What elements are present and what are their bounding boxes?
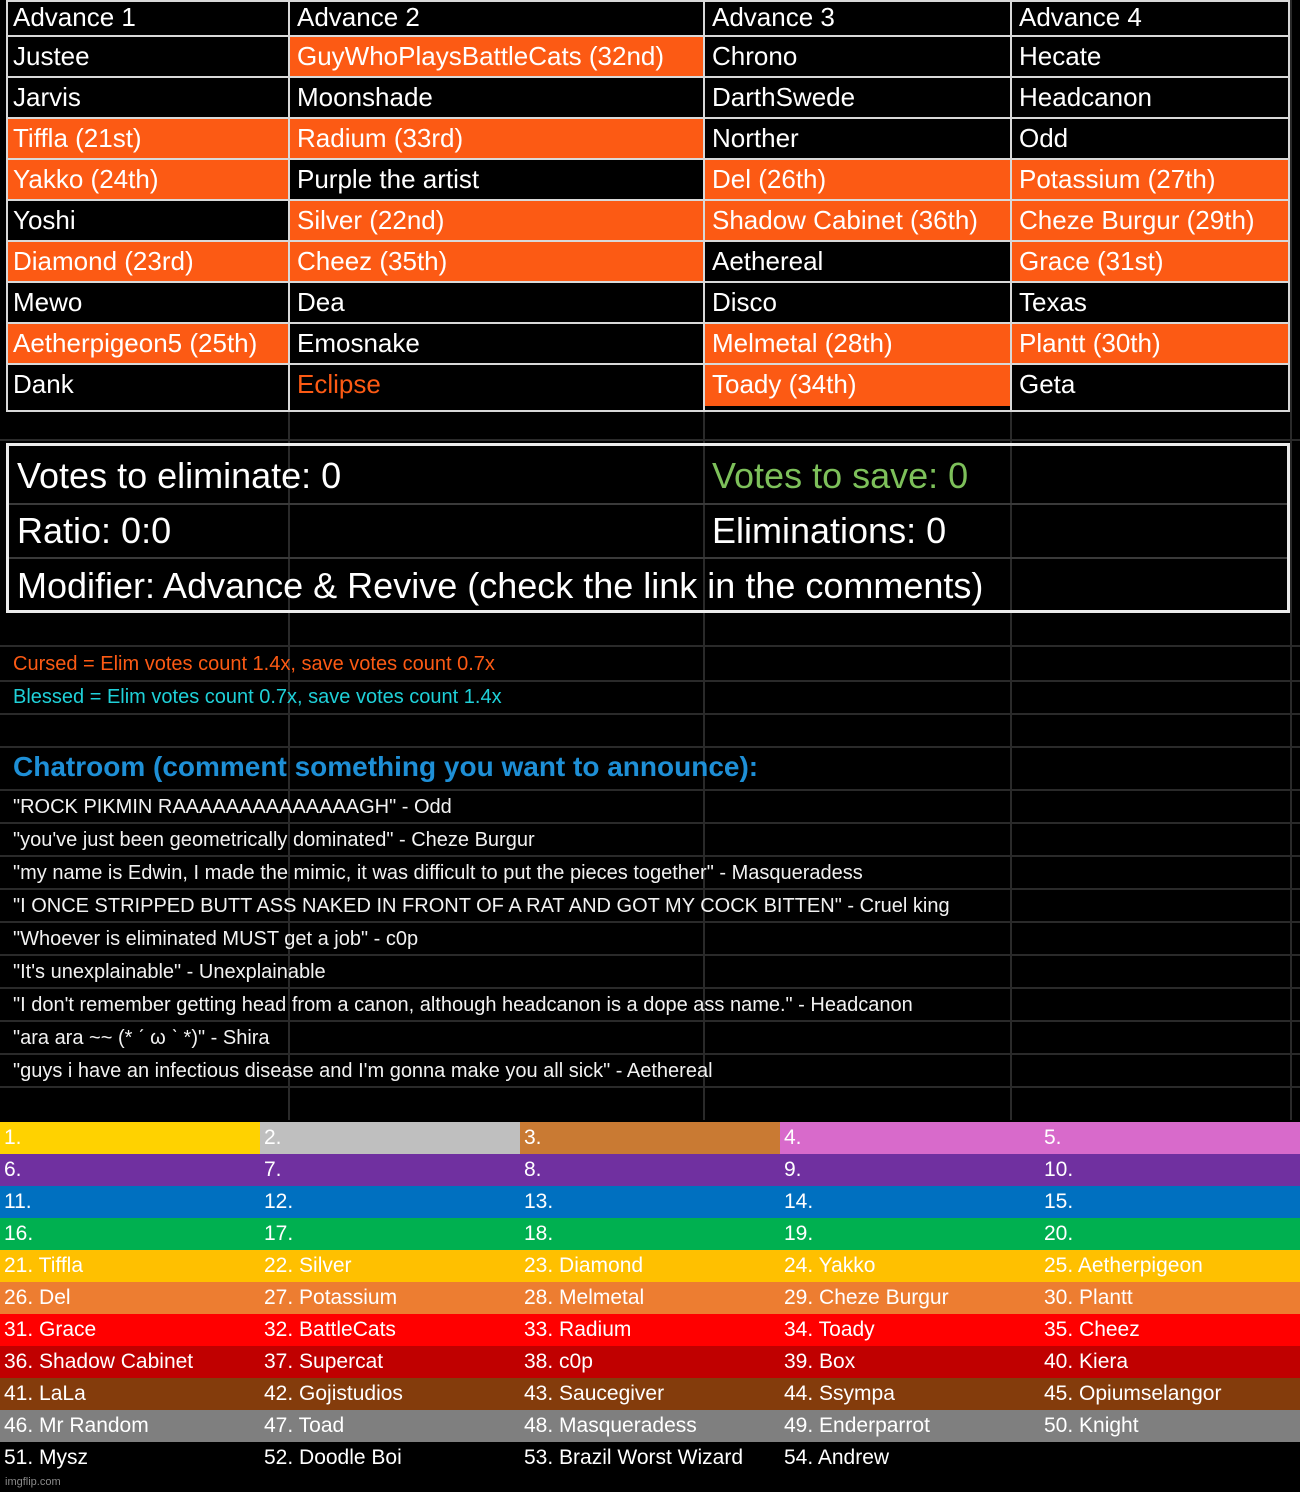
rank-cell[interactable]: 1. <box>0 1122 260 1154</box>
modifier-text[interactable]: Modifier: Advance & Revive (check the link in the comments) <box>17 565 984 606</box>
rank-cell[interactable]: 52. Doodle Boi <box>264 1446 402 1469</box>
row-divider <box>9 503 1287 505</box>
rank-cell[interactable]: 30. Plantt <box>1044 1286 1133 1309</box>
grid-line <box>0 713 1300 715</box>
rank-cell[interactable]: 43. Saucegiver <box>524 1382 665 1405</box>
cursed-legend: Cursed = Elim votes count 1.4x, save votes count 0.7x <box>13 653 495 675</box>
contestant-cell[interactable]: DarthSwede <box>705 78 1010 119</box>
contestant-cell[interactable]: Melmetal (28th) <box>705 324 1010 365</box>
rank-cell[interactable]: 7. <box>264 1158 282 1181</box>
contestant-cell[interactable]: Texas <box>1012 283 1290 324</box>
rank-cell[interactable]: 8. <box>524 1158 542 1181</box>
contestant-cell[interactable]: Tiffla (21st) <box>6 119 289 160</box>
rank-cell[interactable]: 10. <box>1044 1158 1074 1181</box>
imgflip-watermark: imgflip.com <box>5 1476 61 1488</box>
ranking-row <box>0 1314 1300 1346</box>
advance-column-2 <box>290 0 703 412</box>
contestant-cell[interactable]: Cheze Burgur (29th) <box>1012 201 1290 242</box>
contestant-cell[interactable]: Diamond (23rd) <box>6 242 289 283</box>
rank-cell[interactable]: 31. Grace <box>4 1318 97 1341</box>
rank-cell[interactable]: 44. Ssympa <box>784 1382 895 1405</box>
rank-cell[interactable]: 15. <box>1044 1190 1074 1213</box>
contestant-cell[interactable]: Aetherpigeon5 (25th) <box>6 324 289 365</box>
grid-line <box>0 789 1300 791</box>
chat-message[interactable]: "my name is Edwin, I made the mimic, it was difficult to put the pieces together" - Masqueradess <box>13 862 863 884</box>
rank-cell[interactable]: 47. Toad <box>264 1414 345 1437</box>
contestant-cell[interactable]: Odd <box>1012 119 1290 160</box>
rank-cell[interactable]: 40. Kiera <box>1044 1350 1129 1373</box>
rank-cell[interactable] <box>1040 1442 1300 1474</box>
rank-cell[interactable]: 37. Supercat <box>264 1350 384 1373</box>
advance-column-3 <box>705 0 1010 412</box>
rank-cell[interactable]: 11. <box>4 1190 32 1213</box>
contestant-cell[interactable]: Disco <box>705 283 1010 324</box>
contestant-cell[interactable]: Purple the artist <box>290 160 703 201</box>
contestant-cell[interactable]: Radium (33rd) <box>290 119 703 160</box>
chat-message[interactable]: "ara ara ~~ (* ˊ ω ˋ *)" - Shira <box>13 1027 270 1049</box>
grid-line <box>0 746 1300 748</box>
rank-cell[interactable]: 20. <box>1044 1222 1074 1245</box>
chat-message[interactable]: "It's unexplainable" - Unexplainable <box>13 961 326 983</box>
rank-cell[interactable]: 46. Mr Random <box>4 1414 149 1437</box>
ranking-row <box>0 1250 1300 1282</box>
contestant-cell[interactable]: Chrono <box>705 37 1010 78</box>
chat-message[interactable]: "I don't remember getting head from a canon, although headcanon is a dope ass name." - Headcanon <box>13 994 913 1016</box>
contestant-cell[interactable]: Justee <box>6 37 289 78</box>
rank-cell[interactable]: 35. Cheez <box>1044 1318 1140 1341</box>
contestant-cell[interactable]: Hecate <box>1012 37 1290 78</box>
ranking-row <box>0 1282 1300 1314</box>
row-divider <box>9 557 1287 559</box>
chat-message[interactable]: "ROCK PIKMIN RAAAAAAAAAAAAAAGH" - Odd <box>13 796 452 818</box>
contestant-cell[interactable]: Jarvis <box>6 78 289 119</box>
grid-line <box>0 987 1300 989</box>
contestant-cell[interactable]: Dea <box>290 283 703 324</box>
grid-line <box>0 921 1300 923</box>
rank-cell[interactable]: 27. Potassium <box>264 1286 398 1309</box>
rank-cell[interactable]: 51. Mysz <box>4 1446 89 1469</box>
blessed-legend: Blessed = Elim votes count 0.7x, save votes count 1.4x <box>13 686 502 708</box>
contestant-cell[interactable]: Dank <box>13 369 74 399</box>
rank-cell[interactable]: 39. Box <box>784 1350 856 1373</box>
chat-message[interactable]: "guys i have an infectious disease and I'm gonna make you all sick" - Aethereal <box>13 1060 713 1082</box>
ranking-row <box>0 1154 1300 1186</box>
ranking-row <box>0 1346 1300 1378</box>
rank-cell[interactable]: 38. c0p <box>524 1350 593 1373</box>
chat-message[interactable]: "I ONCE STRIPPED BUTT ASS NAKED IN FRONT OF A RAT AND GOT MY COCK BITTEN" - Cruel king <box>13 895 950 917</box>
rank-cell[interactable]: 33. Radium <box>524 1318 632 1341</box>
rank-cell[interactable]: 26. Del <box>4 1286 71 1309</box>
ranking-row <box>0 1122 1300 1154</box>
ranking-row <box>0 1442 1300 1474</box>
rank-cell[interactable]: 29. Cheze Burgur <box>784 1286 949 1309</box>
ranking-row <box>0 1410 1300 1442</box>
rank-cell[interactable]: 3. <box>520 1122 780 1154</box>
contestant-cell[interactable]: Cheez (35th) <box>290 242 703 283</box>
rank-cell[interactable]: 21. Tiffla <box>4 1254 83 1277</box>
advance-table <box>6 0 1292 412</box>
rank-cell[interactable]: 32. BattleCats <box>264 1318 396 1341</box>
chat-message[interactable]: "Whoever is eliminated MUST get a job" - c0p <box>13 928 419 950</box>
rank-cell[interactable]: 34. Toady <box>784 1318 875 1341</box>
rank-cell[interactable]: 4. <box>780 1122 1040 1154</box>
contestant-cell[interactable]: Geta <box>1019 369 1076 399</box>
grid-line <box>0 954 1300 956</box>
grid-line <box>0 888 1300 890</box>
votes-to-save[interactable]: Votes to save: 0 <box>712 455 969 496</box>
grid-line <box>0 439 1300 441</box>
contestant-cell[interactable]: Norther <box>705 119 1010 160</box>
advance-header[interactable]: Advance 1 <box>6 0 289 37</box>
grid-line <box>0 645 1300 647</box>
contestant-cell[interactable]: Mewo <box>6 283 289 324</box>
chat-message[interactable]: "you've just been geometrically dominated" - Cheze Burgur <box>13 829 535 851</box>
rank-cell[interactable]: 2. <box>260 1122 520 1154</box>
votes-to-eliminate[interactable]: Votes to eliminate: 0 <box>17 455 342 496</box>
contestant-cell[interactable]: Eclipse <box>297 369 381 399</box>
contestant-cell[interactable]: Aethereal <box>705 242 1010 283</box>
rank-cell[interactable]: 19. <box>784 1222 814 1245</box>
rank-cell[interactable]: 50. Knight <box>1044 1414 1139 1437</box>
rank-cell[interactable]: 23. Diamond <box>524 1254 644 1277</box>
contestant-cell[interactable]: Emosnake <box>290 324 703 365</box>
rank-cell[interactable]: 24. Yakko <box>784 1254 876 1277</box>
rank-cell[interactable]: 25. Aetherpigeon <box>1044 1254 1203 1277</box>
rank-cell[interactable]: 36. Shadow Cabinet <box>4 1350 194 1373</box>
advance-header[interactable]: Advance 4 <box>1012 0 1290 37</box>
rank-cell[interactable]: 41. LaLa <box>4 1382 86 1405</box>
rank-cell[interactable]: 13. <box>524 1190 554 1213</box>
contestant-cell[interactable]: Plantt (30th) <box>1012 324 1290 365</box>
grid-line <box>0 822 1300 824</box>
rank-cell[interactable]: 17. <box>264 1222 294 1245</box>
eliminations-count[interactable]: Eliminations: 0 <box>712 510 947 551</box>
rank-cell[interactable]: 22. Silver <box>264 1254 352 1277</box>
contestant-cell[interactable]: Moonshade <box>290 78 703 119</box>
rank-cell[interactable]: 12. <box>264 1190 294 1213</box>
grid-line <box>0 1020 1300 1022</box>
rank-cell[interactable]: 14. <box>784 1190 814 1213</box>
rank-cell[interactable]: 9. <box>784 1158 802 1181</box>
advance-header[interactable]: Advance 3 <box>705 0 1010 37</box>
grid-line <box>0 680 1300 682</box>
rank-cell[interactable]: 28. Melmetal <box>524 1286 645 1309</box>
rankings-grid <box>0 1122 1300 1474</box>
rank-cell[interactable]: 48. Masqueradess <box>524 1414 697 1437</box>
contestant-cell[interactable]: Yakko (24th) <box>6 160 289 201</box>
contestant-cell[interactable]: Headcanon <box>1012 78 1290 119</box>
contestant-cell[interactable]: Yoshi <box>6 201 289 242</box>
ratio-value[interactable]: Ratio: 0:0 <box>17 510 172 551</box>
grid-line <box>0 1053 1300 1055</box>
contestant-cell[interactable]: Silver (22nd) <box>290 201 703 242</box>
rank-cell[interactable]: 54. Andrew <box>784 1446 890 1469</box>
rank-cell[interactable]: 53. Brazil Worst Wizard <box>524 1446 743 1469</box>
contestant-cell[interactable]: Grace (31st) <box>1012 242 1290 283</box>
rank-cell[interactable]: 45. Opiumselangor <box>1044 1382 1222 1405</box>
contestant-cell[interactable]: Toady (34th) <box>705 365 1010 406</box>
ranking-row <box>0 1186 1300 1218</box>
grid-line <box>0 1086 1300 1088</box>
rank-cell[interactable]: 18. <box>524 1222 554 1245</box>
rank-cell[interactable]: 5. <box>1040 1122 1300 1154</box>
contestant-cell[interactable]: Potassium (27th) <box>1012 160 1290 201</box>
ranking-row <box>0 1378 1300 1410</box>
rank-cell[interactable]: 42. Gojistudios <box>264 1382 403 1405</box>
contestant-cell[interactable]: GuyWhoPlaysBattleCats (32nd) <box>290 37 703 78</box>
grid-line <box>0 855 1300 857</box>
advance-column-1 <box>6 0 289 412</box>
rank-cell[interactable]: 16. <box>4 1222 34 1245</box>
advance-header[interactable]: Advance 2 <box>290 0 703 37</box>
rank-cell[interactable]: 49. Enderparrot <box>784 1414 930 1437</box>
contestant-cell[interactable]: Shadow Cabinet (36th) <box>705 201 1010 242</box>
ranking-row <box>0 1218 1300 1250</box>
advance-column-4 <box>1012 0 1290 412</box>
chatroom-title: Chatroom (comment something you want to announce): <box>13 751 759 782</box>
rank-cell[interactable]: 6. <box>4 1158 22 1181</box>
contestant-cell[interactable]: Del (26th) <box>705 160 1010 201</box>
votes-panel <box>6 443 1290 613</box>
